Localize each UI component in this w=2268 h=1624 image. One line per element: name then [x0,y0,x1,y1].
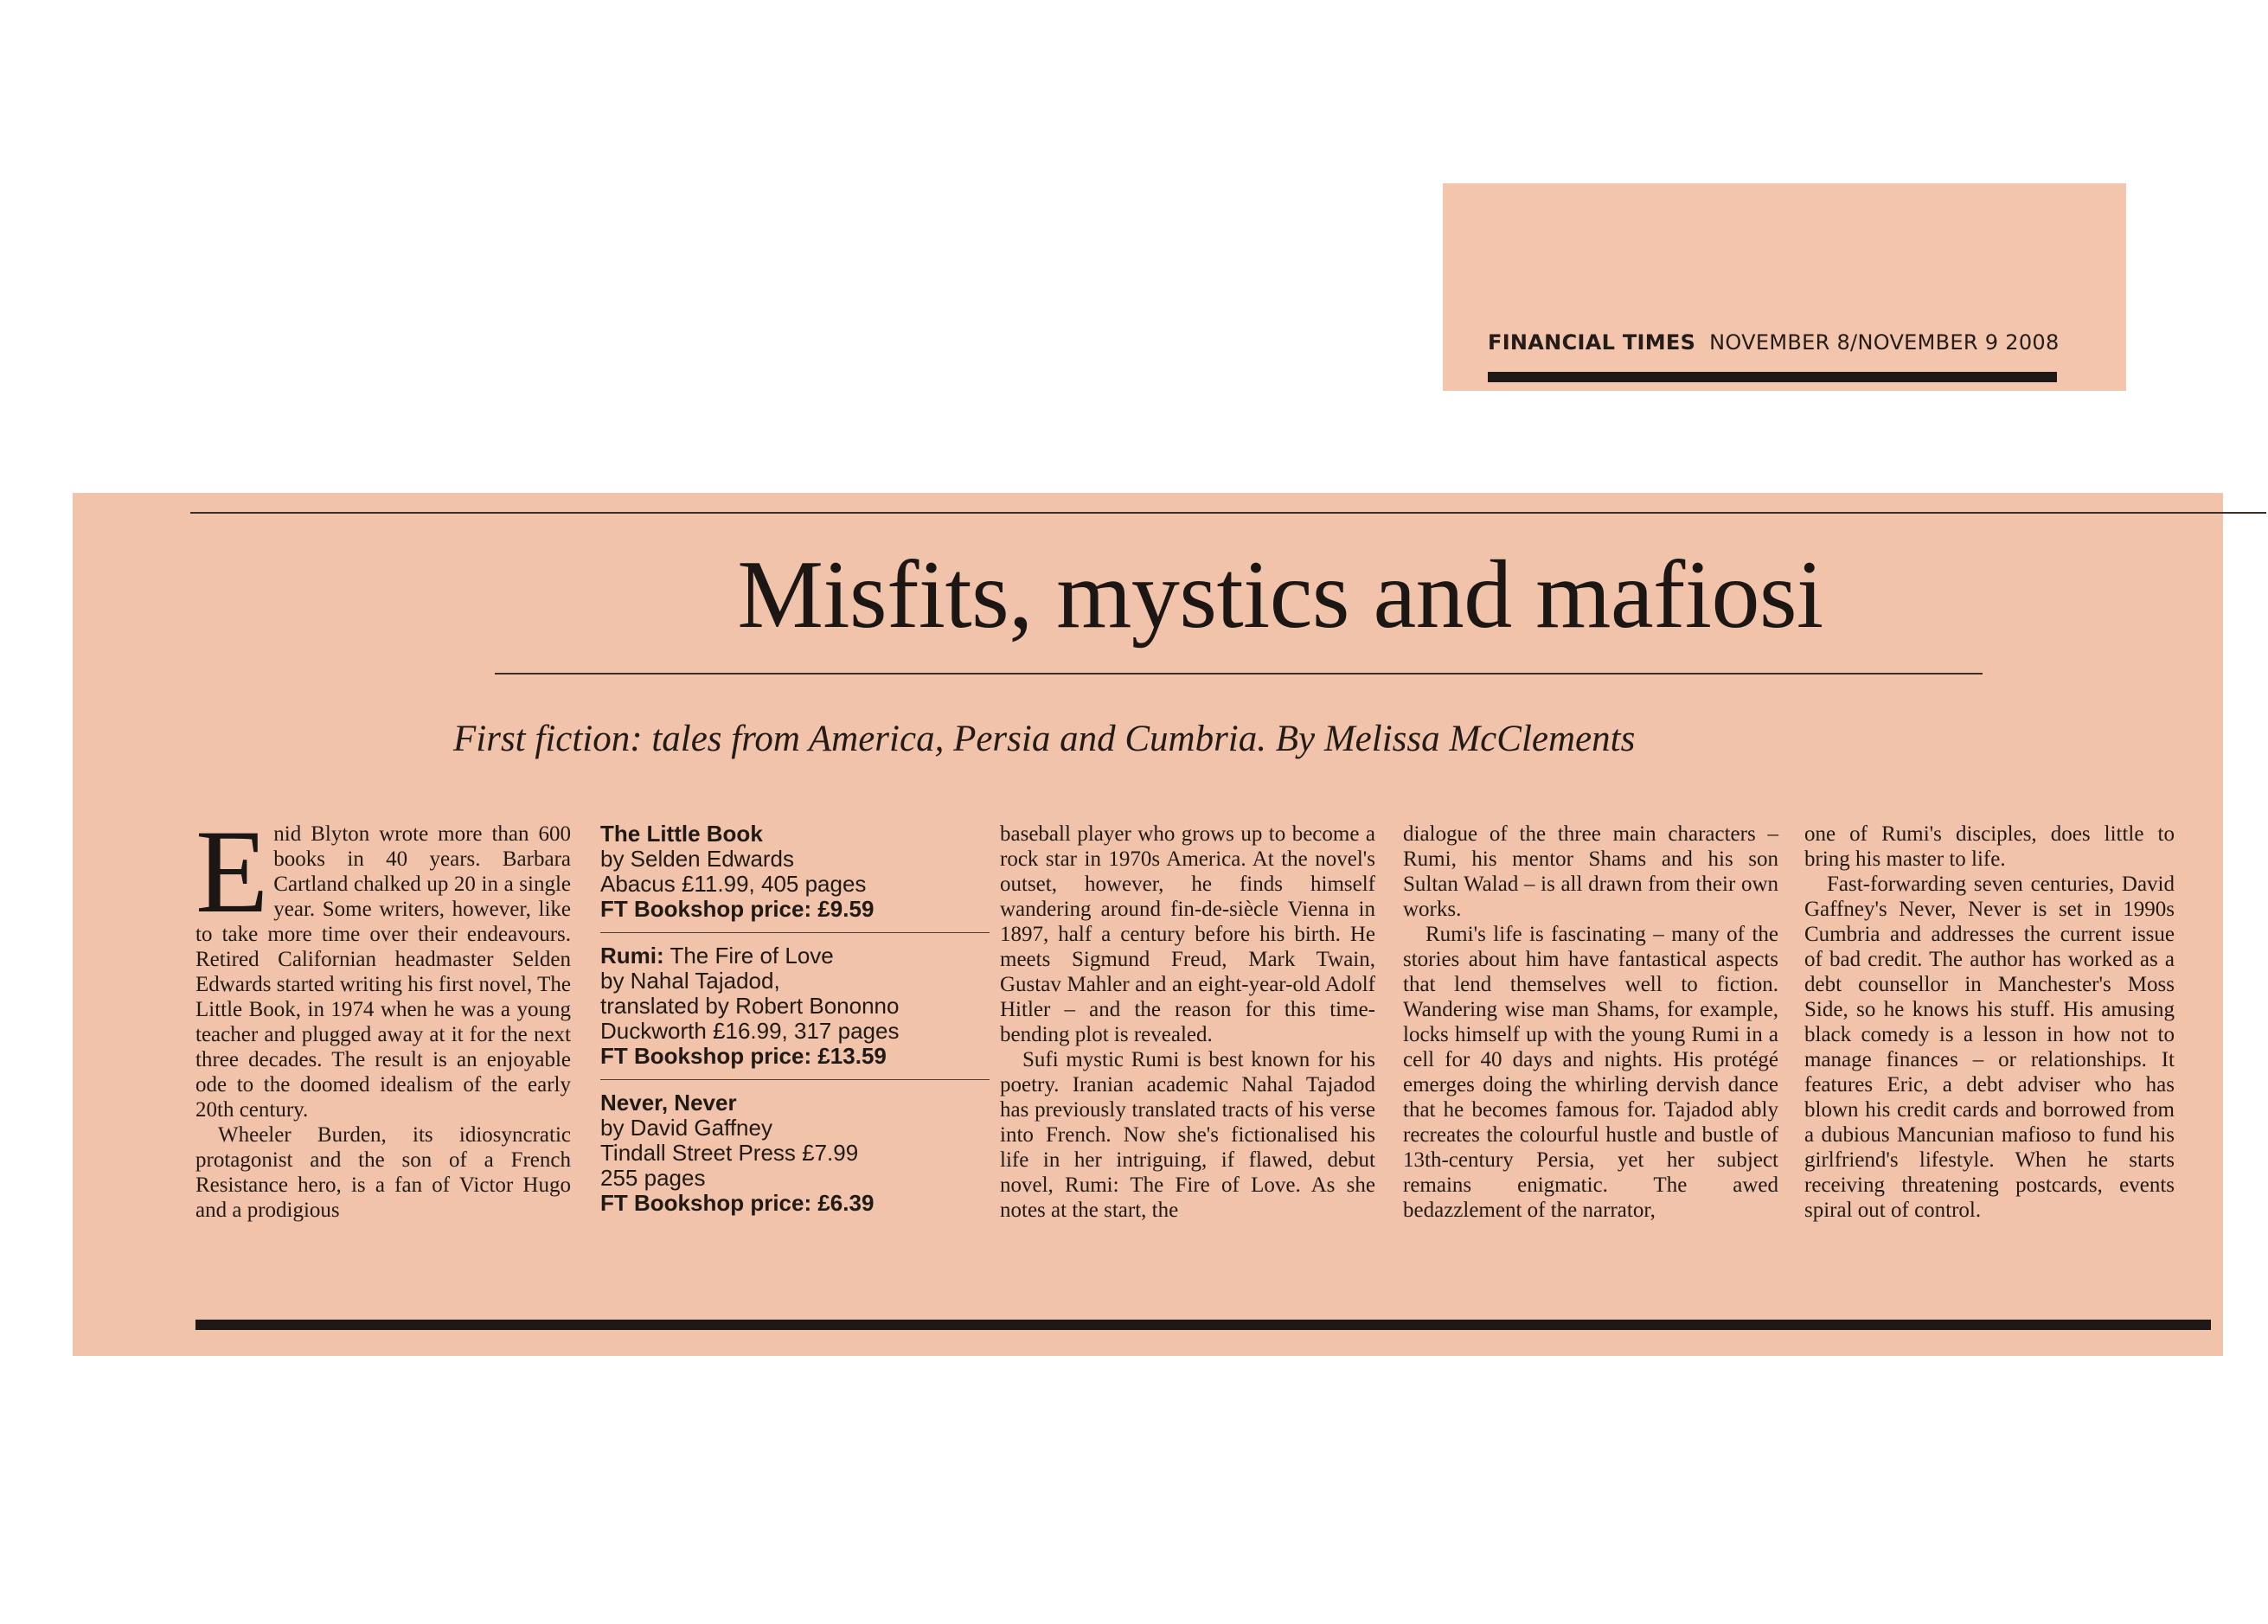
paragraph: one of Rumi's disciples, does little to bring his master to life. [1804,822,2175,871]
paragraph: Fast-forwarding seven centuries, David Gaffney's Never, Never is set in 1990s Cumbria and addresses the current issue of bad credit. The author has worked as a debt counsellor in Manchester's Moss Side, so he knows his stuff. His amusing black comedy is a lesson in how not to manage finances – or relationships. It features Eric, a debt adviser who has blown his credit cards and borrowed from a dubious Mancunian mafioso to fund his girlfriend's lifestyle. When he starts receiving threatening postcards, events spiral out of control. [1804,873,2175,1222]
masthead-clipping [1443,183,2126,391]
book-publisher: Tindall Street Press £7.99 [600,1140,859,1166]
newspaper-name: FINANCIAL TIMES [1488,330,1696,355]
paragraph-text: nid Blyton wrote more than 600 books in 40 years. Barbara Cartland chalked up 20 in a single year. Some writers, however, like to take more time over their endeavours. Retired Californian headmaster Selden Edwards started writing his first novel, The Little Book, in 1974 when he was a young teacher and plugged away at it for the next three decades. The result is an enjoyable ode to the doomed idealism of the early 20th century. [195,822,571,1122]
drop-cap: E [195,805,269,937]
article-column-3 [1000,822,1375,1223]
book-title: The Little Book [600,821,763,847]
book-publisher: Duckworth £16.99, 317 pages [600,1018,900,1044]
top-rule [190,512,2266,514]
bottom-rule [195,1320,2211,1330]
book-entry [600,1090,990,1226]
paragraph: Sufi mystic Rumi is best known for his poetry. Iranian academic Nahal Tajadod has previously translated tracts of his verse into French. Now she's fictionalised his life in her intriguing, if flawed, debut novel, Rumi: The Fire of Love. As she notes at the start, the [1000,1048,1375,1222]
article-standfirst: First fiction: tales from America, Persia and Cumbria. By Melissa McClements [453,719,1636,759]
masthead-rule [1488,372,2057,382]
book-price: FT Bookshop price: £13.59 [600,1043,887,1069]
book-author: by David Gaffney [600,1115,772,1141]
paragraph: Rumi's life is fascinating – many of the stories about him have fantastical aspects that lend themselves well to fiction. Wandering wise man Shams, for example, locks himself up with the young Rumi in a cell for 40 days and nights. His protégé emerges doing the whirling dervish dance that he becomes famous for. Tajadod ably recreates the colourful hustle and bustle of 13th-century Persia, yet her subject remains enigmatic. The awed bedazzlement of the narrator, [1403,923,1778,1222]
issue-date: NOVEMBER 8/NOVEMBER 9 2008 [1709,330,2060,355]
book-subtitle: The Fire of Love [670,943,834,969]
paragraph: Wheeler Burden, its idiosyncratic protagonist and the son of a French Resistance hero, is a fan of Victor Hugo and a prodigious [195,1123,571,1222]
book-author: by Selden Edwards [600,846,795,872]
paragraph: baseball player who grows up to become a rock star in 1970s America. At the novel's outset, however, he finds himself wandering around fin-de-siècle Vienna in 1897, half a century before his birth. He meets Sigmund Freud, Mark Twain, Gustav Mahler and an eight-year-old Adolf Hitler – and the reason for this time-bending plot is revealed. [1000,822,1375,1046]
headline-rule [495,673,1983,675]
book-entry [600,822,990,933]
book-entry [600,943,990,1080]
book-info-box [600,822,990,1237]
book-pages: 255 pages [600,1165,706,1191]
article-headline: Misfits, mystics and mafiosi [737,541,1823,649]
book-price: FT Bookshop price: £9.59 [600,896,875,922]
book-publisher: Abacus £11.99, 405 pages [600,871,867,897]
article-clipping [73,493,2223,1356]
book-author: by Nahal Tajadod, [600,968,780,994]
book-price: FT Bookshop price: £6.39 [600,1190,875,1216]
article-column-4 [1403,822,1778,1223]
book-title: Never, Never [600,1090,737,1116]
article-column-5 [1804,822,2175,1223]
masthead-line [1488,330,2060,355]
article-column-1 [195,805,571,1223]
book-title: Rumi: [600,943,664,969]
book-translator: translated by Robert Bononno [600,993,900,1019]
paragraph: dialogue of the three main characters – Rumi, his mentor Shams and his son Sultan Walad – is all drawn from their own works. [1403,822,1778,921]
paragraph [195,805,571,1122]
